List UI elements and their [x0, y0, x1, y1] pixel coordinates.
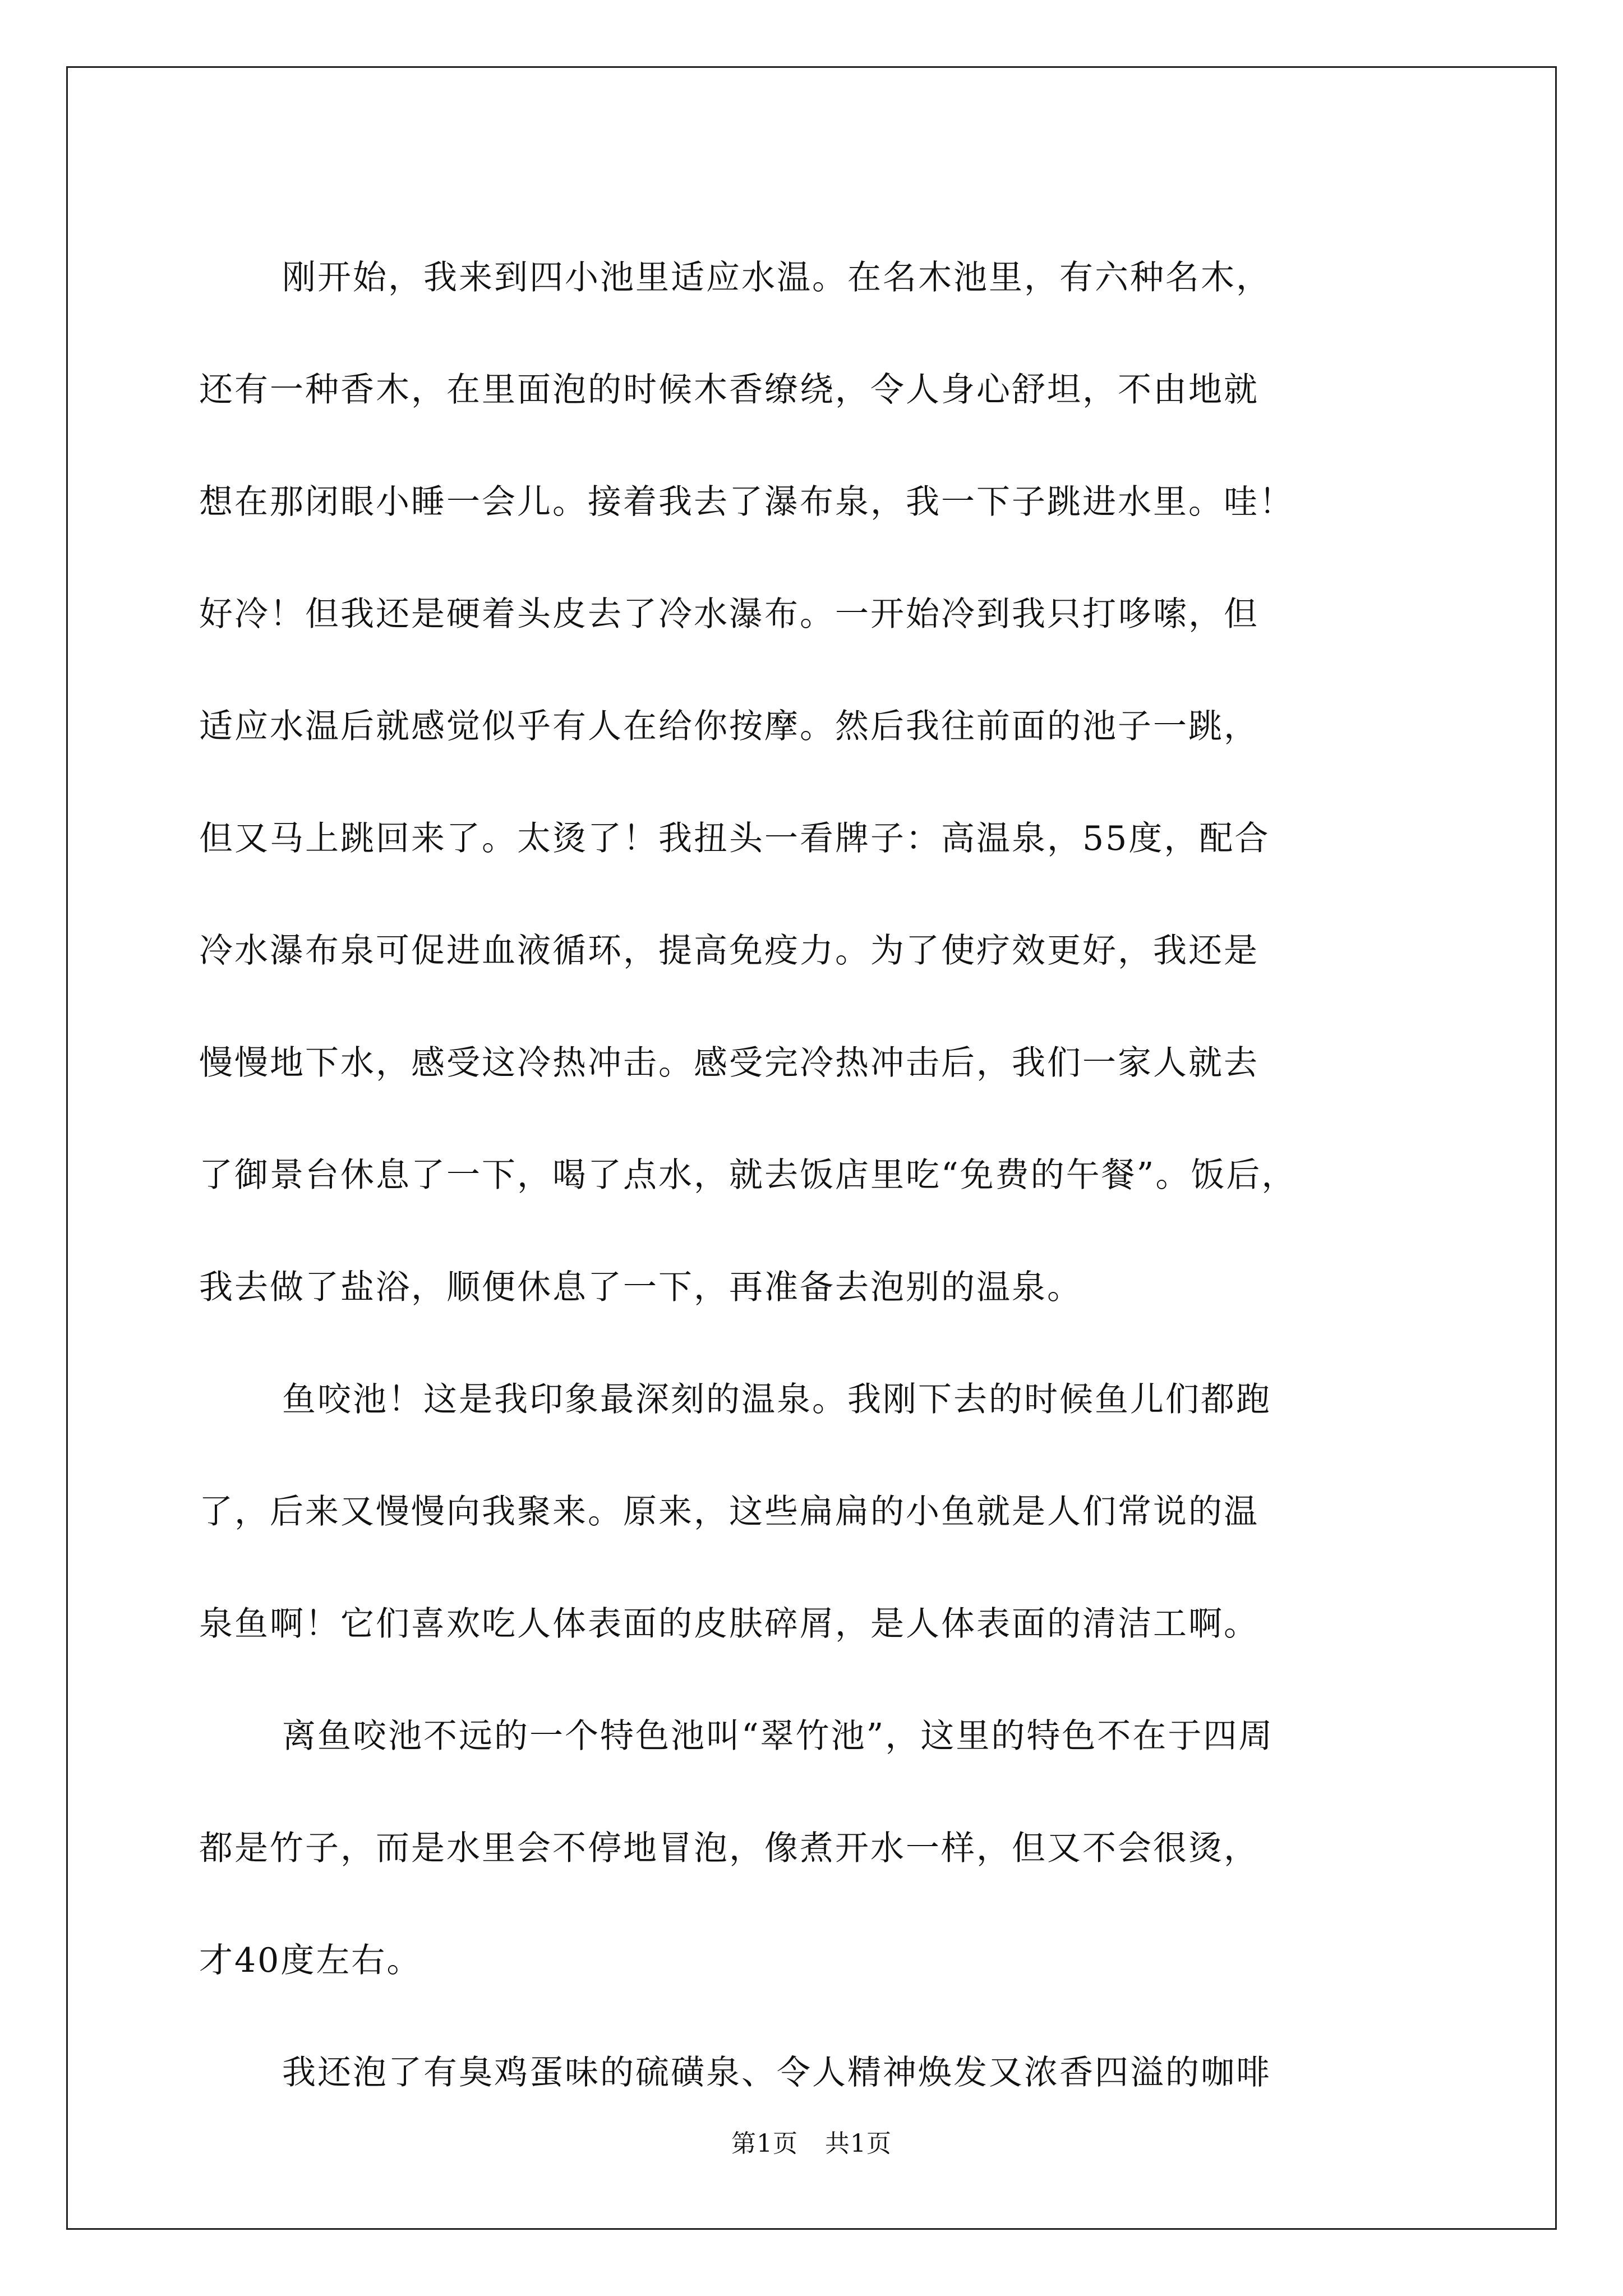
text-line: 还有一种香木，在里面泡的时候木香缭绕，令人身心舒坦，不由地就: [199, 370, 1259, 409]
text-line: 好冷！但我还是硬着头皮去了冷水瀑布。一开始冷到我只打哆嗦，但: [199, 595, 1259, 634]
text-line: 刚开始，我来到四小池里适应水温。在名木池里，有六种名木，: [282, 258, 1271, 297]
text-line: 但又马上跳回来了。太烫了！我扭头一看牌子：高温泉，55度，配合: [199, 819, 1270, 858]
text-line: 冷水瀑布泉可促进血液循环，提高免疫力。为了使疗效更好，我还是: [199, 931, 1259, 970]
paragraph-1: [199, 222, 1430, 1343]
text-line: 我去做了盐浴，顺便休息了一下，再准备去泡别的温泉。: [199, 1268, 1082, 1307]
paragraph-2: [199, 1343, 1430, 1680]
page-total: 共1页: [825, 2129, 892, 2158]
text-line: 想在那闭眼小睡一会儿。接着我去了瀑布泉，我一下子跳进水里。哇！: [199, 482, 1294, 522]
text-line: 离鱼咬池不远的一个特色池叫“翠竹池”，这里的特色不在于四周: [282, 1717, 1274, 1756]
text-line: 了御景台休息了一下，喝了点水，就去饭店里吃“免费的午餐”。饭后，: [199, 1156, 1297, 1195]
paragraph-4: [199, 2017, 1430, 2129]
paragraph-3: [199, 1680, 1430, 2017]
text-line: 鱼咬池！这是我印象最深刻的温泉。我刚下去的时候鱼儿们都跑: [282, 1380, 1271, 1419]
text-line: 适应水温后就感觉似乎有人在给你按摩。然后我往前面的池子一跳，: [199, 707, 1259, 746]
text-line: 慢慢地下水，感受这冷热冲击。感受完冷热冲击后，我们一家人就去: [199, 1043, 1259, 1083]
page-footer: [0, 2123, 1623, 2159]
page-number: 第1页: [731, 2129, 798, 2158]
text-line: 都是竹子，而是水里会不停地冒泡，像煮开水一样，但又不会很烫，: [199, 1829, 1259, 1868]
document-body: [199, 222, 1430, 2129]
text-line: 我还泡了有臭鸡蛋味的硫磺泉、令人精神焕发又浓香四溢的咖啡: [282, 2053, 1271, 2092]
text-line: 了，后来又慢慢向我聚来。原来，这些扁扁的小鱼就是人们常说的温: [199, 1492, 1259, 1531]
text-line: 泉鱼啊！它们喜欢吃人体表面的皮肤碎屑，是人体表面的清洁工啊。: [199, 1604, 1259, 1644]
text-line: 才40度左右。: [199, 1941, 422, 1980]
